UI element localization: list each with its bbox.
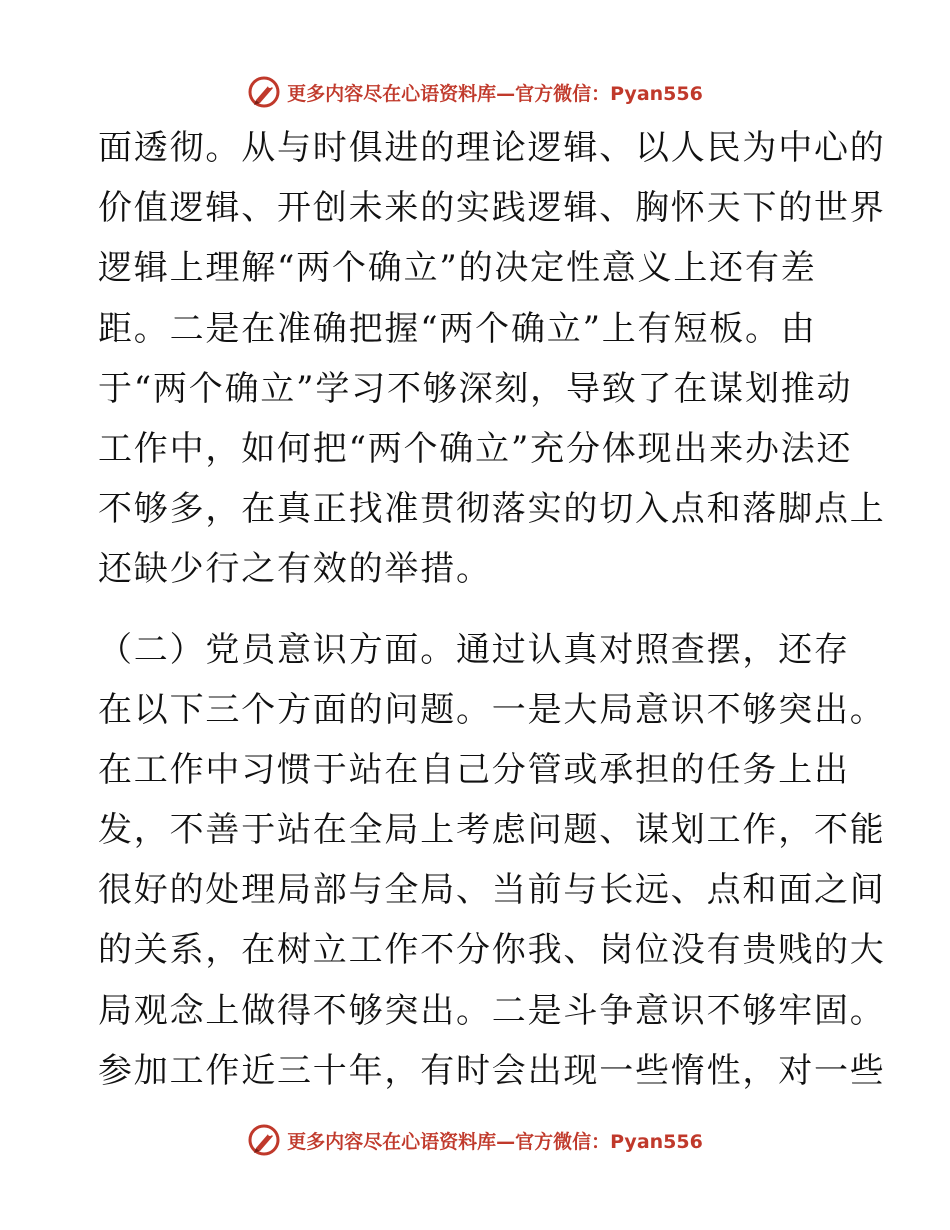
watermark-text: 更多内容尽在心语资料库—官方微信：Pyan556: [287, 82, 703, 105]
text-line: 参加工作近三十年，有时会出现一些惰性，对一些: [98, 1050, 886, 1091]
text-line: 很好的处理局部与全局、当前与长远、点和面之间: [98, 870, 886, 911]
watermark-text: 更多内容尽在心语资料库—官方微信：Pyan556: [287, 1130, 703, 1153]
pen-logo-icon: [247, 75, 281, 109]
document-body: [98, 118, 886, 1101]
pen-logo-icon: [247, 1123, 281, 1157]
text-line: 在以下三个方面的问题。一是大局意识不够突出。: [98, 689, 886, 730]
text-line: 发，不善于站在全局上考虑问题、谋划工作，不能: [98, 810, 886, 851]
text-line: 工作中，如何把“两个确立”充分体现出来办法还: [98, 428, 853, 469]
text-line: 局观念上做得不够突出。二是斗争意识不够牢固。: [98, 990, 886, 1031]
footer-watermark: [0, 1120, 950, 1160]
text-line: 于“两个确立”学习不够深刻，导致了在谋划推动: [98, 368, 853, 409]
text-line: 的关系，在树立工作不分你我、岗位没有贵贱的大: [98, 930, 886, 971]
text-line: 价值逻辑、开创未来的实践逻辑、胸怀天下的世界: [98, 188, 886, 229]
paragraph-2: [98, 620, 886, 1102]
header-watermark: [0, 72, 950, 112]
text-line: 在工作中习惯于站在自己分管或承担的任务上出: [98, 749, 850, 790]
paragraph-1: [98, 118, 886, 600]
text-line: 逻辑上理解“两个确立”的决定性意义上还有差: [98, 248, 817, 289]
text-line: 面透彻。从与时俱进的理论逻辑、以人民为中心的: [98, 128, 886, 168]
paragraph-spacer: [98, 600, 850, 620]
text-line: （二）党员意识方面。通过认真对照查摆，还存: [98, 629, 850, 670]
text-line: 距。二是在准确把握“两个确立”上有短板。由: [98, 308, 817, 349]
text-line: 还缺少行之有效的举措。: [98, 549, 492, 590]
text-line: 不够多，在真正找准贯彻落实的切入点和落脚点上: [98, 489, 886, 530]
